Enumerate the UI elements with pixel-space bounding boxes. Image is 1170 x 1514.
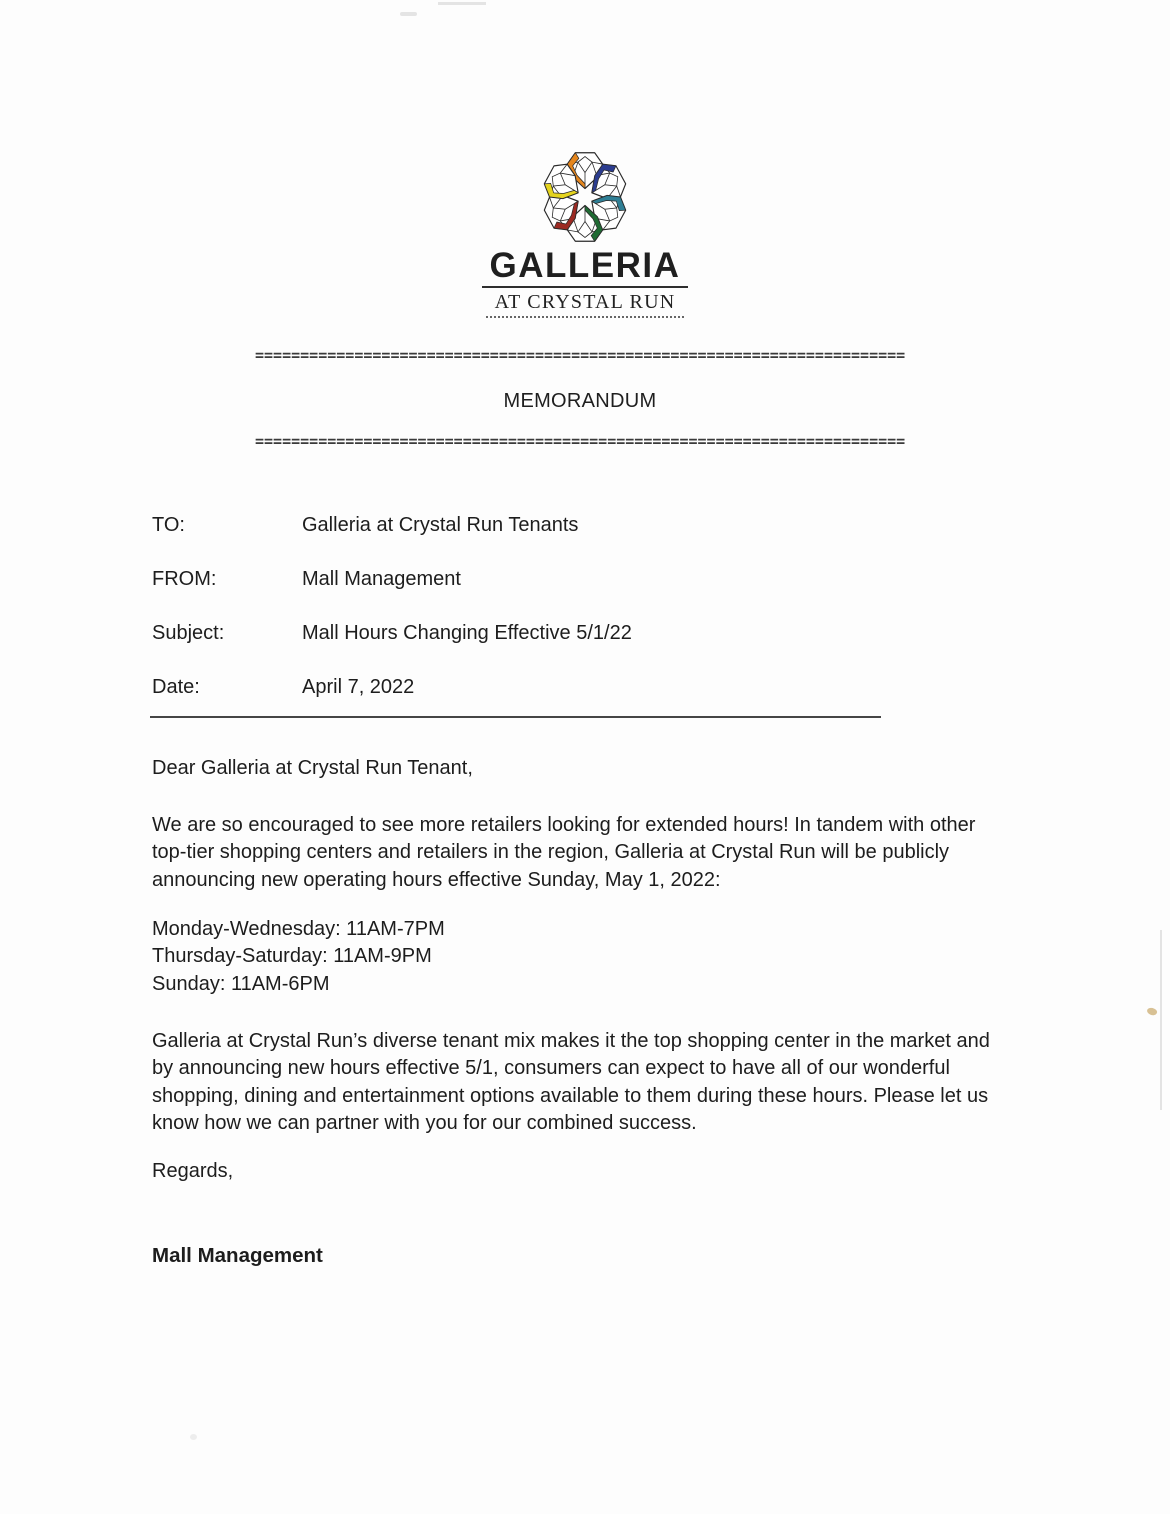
closing [152, 1158, 233, 1185]
separator-line-bottom: ======================================================================== [255, 432, 906, 450]
text-line: Monday-Wednesday: 11AM-7PM [152, 918, 445, 940]
divider-line [150, 716, 881, 718]
field-row-subject [152, 622, 632, 676]
text-line: by announcing new hours effective 5/1, consumers can expect to have all of our wonderful [152, 1057, 950, 1080]
text-line: announcing new operating hours effective Sunday, May 1, 2022: [152, 868, 721, 891]
text-line: shopping, dining and entertainment options available to them during these hours. Please let us [152, 1084, 989, 1107]
salutation-text: Dear Galleria at Crystal Run Tenant, [152, 757, 473, 779]
field-value: Mall Management [302, 568, 461, 590]
logo-tagline: AT CRYSTAL RUN [486, 288, 685, 318]
logo-wordmark: GALLERIA [482, 248, 689, 288]
field-row-from [152, 568, 632, 622]
salutation [152, 755, 473, 782]
scan-artifact [438, 2, 486, 5]
field-row-date [152, 676, 632, 730]
text-line: Sunday: 11AM-6PM [152, 972, 330, 995]
gem-logo-icon [541, 148, 629, 246]
separator-line-top: ======================================================================== [255, 346, 906, 364]
memo-fields [152, 514, 632, 730]
closing-text: Regards, [152, 1160, 234, 1182]
hours-list [152, 916, 445, 998]
memo-heading: MEMORANDUM [503, 390, 657, 412]
field-label: Subject: [152, 622, 225, 644]
field-value: Mall Hours Changing Effective 5/1/22 [302, 622, 632, 644]
scan-artifact [400, 12, 417, 16]
scan-artifact [190, 1434, 197, 1440]
field-value: April 7, 2022 [302, 676, 415, 698]
scan-artifact [1146, 1006, 1158, 1017]
text-line: Thursday-Saturday: 11AM-9PM [152, 945, 432, 968]
text-line: We are so encouraged to see more retailers looking for extended hours! In tandem with other [152, 814, 976, 836]
field-row-to [152, 514, 632, 568]
field-label: Date: [152, 676, 200, 698]
text-line: top-tier shopping centers and retailers in the region, Galleria at Crystal Run will be publicly [152, 841, 950, 864]
field-label: FROM: [152, 568, 217, 590]
text-line: Galleria at Crystal Run’s diverse tenant mix makes it the top shopping center in the market and [152, 1030, 990, 1052]
scan-artifact [1160, 930, 1162, 1110]
logo [0, 148, 1170, 318]
paragraph-2 [152, 1028, 990, 1138]
field-value: Galleria at Crystal Run Tenants [302, 514, 579, 536]
text-line: know how we can partner with you for our combined success. [152, 1112, 697, 1135]
signature [152, 1242, 323, 1269]
paragraph-1 [152, 812, 975, 894]
signature-text: Mall Management [152, 1244, 323, 1267]
field-label: TO: [152, 514, 185, 536]
